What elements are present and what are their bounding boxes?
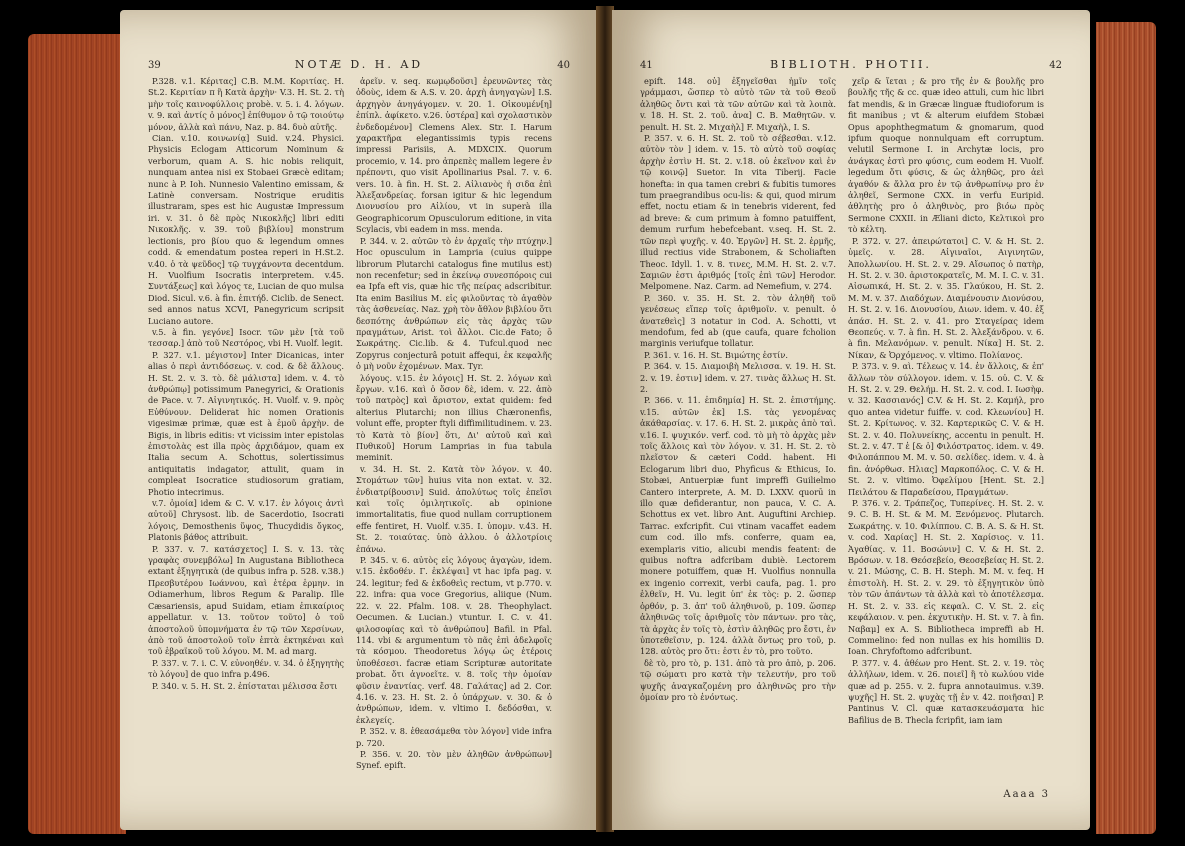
note-paragraph: P. 373. v. 9. αὶ. Τέλεως v. 14. ἐν ἄλλοις, & ἐπ' ἄλλων τὸν σύλλογον. idem. v. 15. οὐ. C. V. & H. St. 2. v. 29. Θελήμ. H. St. 2. v. cod. Ι. Ιωσὴφ. v. 32. Κασσιανός] C.V. & H. St. 2. Καμήλ, pro quo antea videtur fuiffe. v. cod. Κλεωνίου] H. St. 2. Κρίτωνος. v. 32. Καρτερικῶς C. V. & H. St. 2. v. 40. Πολυνείκης, accentu in penult. H. St. 2. v. 47. Τ ἑ [& ὁ] Φιλόστρατος. idem. v. 49. Φιλοπάππου M. M. v. 50. σελίδες. idem. v. 4. à fin. ἀνόρθωσ. Ηλιας] Μαρκοπόλος. C. V. & H. St. 2. v. vltimo. Ὀφελίμου [Hent. St. 2.] Πειλάτου & Παραδείσου, Πραγμάτων.	[848, 361, 1044, 497]
note-paragraph: P. 366. v. 11. ἐπιδημία] H. St. 2. ἐπιστήμης. v.15. αὐτῶν ἐκ] I.S. τὰς γενομένας ἀκάθαρσίας. v. 17. 6. H. St. 2. μικρὰς ἀπὸ ταὶ. v.16. I. ψυχικόν. verf. cod. τὸ μὴ τὸ ἀρχὰς μὲν τοῖς ἄλλοις καὶ τὸν λόγον. v. 31. H. St. 2. τὸ πλεῖστον & cæteri Codd. habent. Hi Eclogarum libri duo, Phyficus & Ethicus, Io. Stobæi, Antuerpiæ funt impreffi Guilielmo Cantero interprete, A. M. D. LXXV. quorū in illo quæ defiderantur, non pauca, V. C. A. Schottus ex vet. libro Ant. Auguftini Archiep. Tarrac. exfcripfit. Cui vtinam vacaffet eadem cum cod. illo mfs. conferre, quam ea, exemplaris vitio, alicubi mendis featent: de quibus noftra adfcribam dubiè. Lectorem monere potuiffem, quæ H. Vuolfius nonnulla ex ingenio correxit, verbi caufa, pag. 1. pro ἐλθεῖν, H. Vu. legit ὑπ' ἐκ τὸς: p. 2. ὥσπερ ὀρθόν, p. 3. ἀπ' τοῦ ἀληθινοῦ, p. 109. ὥσπερ ἀληθινῶς τοῖς ἀριθμοῖς τὸν πάντων. pro τὰς, τὰ ἀρχὰς ἐν τοῖς τὸ, ἐστὶν ἀληθῶς pro ἔστι, ἐν ὑποτεθεῖσιν, p. 124. ἀλλὰ ὄντως pro τοῦ, p. 128. αὐτὸς pro ὅτι: ἐστι ἐν τὸ, pro τοῦτο.	[640, 395, 836, 657]
book-spread	[28, 4, 1156, 840]
left-page-column-1	[148, 76, 344, 796]
note-paragraph: P. 344. v. 2. αὐτῶν τὸ ἐν ἀρχαῖς τὴν πτύχην.] Hoc opusculum in Lampria (cuius quippe librorum Plutarchi catalogus fine mutilus est) non recenfetur; sed in ἐκείνῳ συνεσπόροις cui ea Ipfa eft vis, quæ hic τῆς πείρας adscribitur. Ita enim Basilius M. εἰς φιλοῦντας τὸ ἀγαθὸν τὰς ἀσθενείας. Naz. χρὴ τὸν ἄθλον βιβλίου ὅτι δεσπότης ἀνθρώπων εἰς τὰς ἀρχὰς τῶν πραγμάτων, Arist. τοὶ ἄλλοι. Cic.de Fato; ō Σωκράτης. Cic.lib. & 4. Tufcul.quod nec Zopyrus conjecturâ potuit affequi, ἐκ κεφαλῆς ὁ μὴ νοῦν ἐχομένων. Max. Tyr.	[356, 235, 552, 372]
left-page-column-2	[356, 76, 552, 796]
left-running-head: NOTÆ D. H. AD	[294, 58, 424, 71]
note-paragraph: P. 360. v. 35. H. St. 2. τὸν ἀληθῆ τοῦ γενέσεως εἴπερ τοῖς ἀριθμοῖν. v. penult. ὁ ἀνατεθεὶς] 3 notatur in Cod. A. Schotti, vt mendofum, fed ab (que caufa, quare fcholion marginis veriufque tollatur.	[640, 292, 836, 349]
right-page-column-1	[640, 76, 836, 796]
note-paragraph: v. 34. H. St. 2. Κατὰ τὸν λόγον. v. 40. Στομάτων τῶν] huius vita non extat. v. 32. ἐνδιατρίβουσιν] Suid. ἀπολύτως τοῖς ἐπεῖσι καὶ τοῖς ὁμιλητικοῖς. ab opinione immortalitatis, fiue quod nullam corruptionem effe fentiret, H. Vuolf. v.35. I. ὑπομν. v.43. H. St. 2. τοιαύτας. ὑπὸ ἀλλου. ὁ ἀλλοτρίοις ἐπάνω.	[356, 463, 552, 554]
right-page	[612, 10, 1090, 830]
note-paragraph: P. 352. v. 8. ἐθεασάμεθα τὸν λόγον] vide infra p. 720.	[356, 726, 552, 748]
note-paragraph: P. 376. v. 2. Τράπεζος, Τυπερίνες. H. St. 2. v. 9. C. B. H. St. & M. M. Ξενόμενος. Plutarch. Σωκράτης. v. 10. Φιλίππου. C. B. A. S. & H. St. v. cod. Χαρίας] H. St. 2. Χαρίσιος. v. 11. Ἀγαθίας. v. 11. Βοσώνιν] C. V. & H. St. 2. Βρόσων. v. 18. Θεόσεβείο, Θεοσεβείας H. St. 2. v. 21. Μώσης, C. B. H. Steph. M. M. v. feq. Η ἐπιστολὴ. H. St. 2. v. 29. τὸ ἐξηγητικὸν ὑπὸ τὸν τῶν ἀπάντων τὰ ἀλλὰ καὶ τὸ ἀποτέλεσμα. H. St. 2. v. 33. εἰς κεφαλ. C. V. St. 2. εἰς κεφάλαιον. v. pen. ἐκχυτικὴν. H. St. v. 7. à fin. Ναβαμ] ex A. S. Bibliotheca impreffi ab H. Commelino: fed non nullas ex his homiliis D. Ioan. Chryfoftomo adfcribunt.	[848, 498, 1044, 657]
note-paragraph: P. 345. v. 6. αὐτὸς εἰς λόγους ἀγαγὼν, idem. v.15. ἐκδοθέν. Γ. ἐκλέψαι] vt hac ipfa pag. v. 24. legitur; fed & ἐκδοθεὶς rectum, vt p.770. v. 22. infra: qua voce Gregorius, aliique (Num. 22. v. 22. Pfalm. 108. v. 28. Theophylact. Oecumen. & Lucian.) vtuntur. I. C. v. 41. φιλοσοφίας καὶ τὸ ἀνθρώπου] Bafil. in Pfal. 114. vbi & argumentum τὸ πᾶς ἐπὶ ἀδελφοῖς τὰ κόσμου. Theodoretus λόγῳ ὡς ἑτέροις ὑποθέσεσι. facræ etiam Scripturæ autoritate probat. ὅτι ἀγνοεῖτε. v. 8. τοῖς τὴν ὁμοίαν φῦσιν ἐναντίας. verf. 48. Γαλάτας] ad 2. Cor. 4.16. v. 23. H. St. 2. ὁ ὑπάρχων. v. 30. & ὁ ἀνθρώπων, idem. v. vltimo I. δεδόσθαι, v. ἐκλεγείς.	[356, 555, 552, 725]
right-running-header	[640, 58, 1062, 76]
note-paragraph: λόγους. v.15. ἐν λόγοις] H. St. 2. λόγων καὶ ἔργων. v.16. καὶ ὁ ὅσον δὲ, idem. v. 22. ἀπὸ τοῦ πατρὸς] καὶ ἄριστον, extat quidem: fed alterius Plutarchi; non illius Chæronenfis, volunt effe, propter ftyli diffimilitudinem. v. 23. τὸ Κατὰ τὸ βίον] ὅτι, Δι' αὐτοῦ καὶ καὶ Πυθικοῦ] Horum Lamprias in fua tabula meminit.	[356, 372, 552, 463]
left-page-number: 39	[148, 60, 161, 71]
note-paragraph: v.7. ὁμοία] idem & C. V. v.17. ἐν λόγοις ἀντὶ αὐτοῦ] Chrysost. lib. de Sacerdotio, Isocrati λόγοις, Demosthenis ὕψος, Thucydidis ὄγκος, Platonis βάθος attribuit.	[148, 498, 344, 543]
note-paragraph: P. 337. v. 7. κατάσχετος] I. S. v. 13. τὰς γραφὰς συνεμβόλω] In Augustana Bibliotheca extant ἐξηγητικὰ (de quibus infra p. 528. v.38.) Πρεσβυτέρου Ιωάννου, καὶ ἑτέρα ἑρμην. in Odiamerhum, libros Regum & Paralip. Ille Cæsariensis, apud Suidam, etiam ἐπικαίριος appellatur. v. 13. τοῦτον τοῦτο] ὁ τοῦ ἀποστολοῦ ὑπομνήματα ἐν τῷ τῶν Χερσίνων, ἀπὸ τοῦ ἀποστολοῦ τοῖν ἑπτὰ ἐκτηκέναι καὶ τοῦ ἑβραϊκοῦ τοῦ λόγου. M. M. ad marg.	[148, 543, 344, 657]
left-page	[120, 10, 598, 830]
note-paragraph: δὲ τὸ, pro τὸ, p. 131. ἀπὸ τὰ pro ἀπὸ, p. 206. τῷ σώματι pro κατὰ τὴν τελευτήν, pro τοῦ ψυχῆς ἀναγκαζομένη pro ἀληθινῶς pro τὴν ὁμοίαν pro τὸ ἐνόντως.	[640, 657, 836, 702]
right-page-secondary-number: 42	[1049, 60, 1062, 71]
note-paragraph: P. 372. v. 27. ἀπειρώτατοι] C. V. & H. St. 2. ὑμεῖς. v. 28. Αἰγιναῖοι, Αιγινητῶν, Ἀπολλωνίου. H. St. 2. v. 29. Αἴσωπος ὁ πατὴρ, H. St. 2. v. 30. ἀριστοκρατεῖς, M. M. I. C. v. 31. Αἰσωπικά, H. St. 2. v. 35. Γλαύκου, H. St. 2. M. M. v. 37. Διαδόχων. Διαμένουσιν Διονύσου, H. St. 2. v. 16. Διονυσίου, Διων. idem. v. 40. ἐξ ἁπάσ. H. St. 2. v. 41. pro Σταγείρας idem Θεοπεύς. v. 7. à fin. H. St. 2. Ἀλεξάνδρου. v. 6. à fin. Μελανόμων. v. penult. Νίκα] H. St. 2. Νίκαν, & Ὀρχόμενος. v. vltimo. Πολίανος.	[848, 235, 1044, 360]
note-paragraph: P. 364. v. 15. Διαμοιβὴ Μελισσα. v. 19. H. St. 2. v. 19. ἐστιν] idem. v. 27. τινὰς ἄλλως H. St. 2.	[640, 361, 836, 394]
right-fore-edge	[1096, 22, 1156, 834]
note-paragraph: P. 357. v. 6. H. St. 2. τοῦ τὸ σέβεσθαι. v.12. αὐτὸν τὸν ] idem. v. 15. τὸ αὐτὸ τοῦ σοφίας ἀρχὴν ἐστὶν H. St. 2. v.18. οὐ ἐκεῖνον καὶ ἐν τῷ κοινῷ] Suetor. In vita Tiberij. Facie honefta: in qua tamen crebri & fubitis tumores tum praegrandibus ocu-lis: & qui, quod mirum effet, noctu etiam & in tenebris viderent, fed ad breve: & cum primum à fomno patuiffent, demum rurfum hebefcebant. v.seq. H. St. 2. τῶν περὶ ψυχῆς. v. 40. Ἐργῶν] H. St. 2. ἑρμῆς, illud rectius vide Strabonem, & Scholiaften Theoc. Idyll. 1. v. 8. τινες, M.M. H. St. 2. v.7. Σαμιῶν ἐστι ἀριθμός [τοῖς ἐπὶ τῶν] Herodor. Melpomene. Naz. Carm. ad Nemefium, v. 274.	[640, 133, 836, 292]
right-page-column-2	[848, 76, 1044, 796]
right-running-head: BIBLIOTH. PHOTII.	[770, 58, 932, 71]
note-paragraph: ἀρεῖν. v. seq. κωμῳδοῦσι] ἐρευνῶντες τὰς ὁδοὺς, idem & A.S. v. 20. ἀρχὴ ἀνηγαγὼν] I.S. ἀρχηγὸν ἀνηγάγομεν. v. 20. 1. Οἰκουμέν[η] ἐπίπλ. ἀφίκετο. v.26. ὑστέρα] καὶ σχολαστικὸν ἐνδεδομένον] Clemens Alex. Str. I. Harum χαρακτῆρα elegantissimis typis recens impressi Parisiis, A. MDXCIX. Quorum procemio, v. 14. pro ἀπρεπὲς mallem legere ἐν πρέποντι, quo visit Apollinarius Psal. 7. v. 6. vers. 10. à fin. H. St. 2. Αἰλιανὸς ἡ σιδα ἐπὶ Ἀλεξανδρείας. forsan igitur & hic legendum Διονυσίου pro Αἰλίου, vt in superà illa Geographicorum Opusculorum editione, in vita Scylacis, vbi eadem in mss. menda.	[356, 76, 552, 235]
note-paragraph: P. 361. v. 16. H. St. Βιμώτης ἐστίν.	[644, 349, 788, 360]
note-paragraph: P.328. v.1. Κέριτας] C.B. M.M. Κοριτίας. H. St.2. Κεριτίαν π ἢ Κατὰ ἀρχὴν· V.3. H. St. 2. τὴ μὴν τοῖς καινοφύλλοις probè. v. 5. i. 4. λόγων. v. 9. καὶ ἀντίς ὁ μόνος] ἐπίθυμον ὁ τῷ τοιούτῳ μόνον, ἀλλὰ καὶ πάνυ, Naz. p. 84. δυὸ αὐτῆς.	[148, 76, 344, 132]
note-paragraph: P. 356. v. 20. τὸν μὲν ἀληθῶν ἀνθρώπων] Synef. epift.	[356, 748, 552, 771]
note-paragraph: P. 377. v. 4. ἀθέων pro Hent. St. 2. v. 19. τὸς ἀλλήλων, idem. v. 26. ποιεῖ] ἢ τὸ κωλύου vide quæ ad p. 255. v. 2. fupra annotauimus. v.39. ψυχῆς] H. St. 2. ψυχὰς τῇ ἐν v. 42. ποιῆσαι] P. Pantinus V. Cl. quæ κατασκευάσματα hic Bafilius de B. Thecla fcripfit, iam iam	[848, 657, 1044, 725]
signature-mark: Aaaa 3	[1003, 789, 1050, 800]
left-fore-edge	[28, 34, 126, 834]
left-running-header	[148, 58, 570, 76]
left-page-secondary-number: 40	[557, 60, 570, 71]
note-paragraph: epift. 148. οὐ] ἐξηγεῖσθαι ἡμῖν τοῖς γράμμασι, ὥσπερ τὸ αὐτὸ τῶν τὰ τοῦ Θεοῦ ἀληθῶς ὄντι καὶ τὰ τῶν αὐτῶν καὶ τὰ λοιπὰ. v. 18. H. St. 2. τοῦ. ἀνα] C. B. Μαθητῶν. v. penult. H. St. 2. Μιχαὴλ] F. Μιχαὴλ, I. S.	[640, 76, 836, 132]
note-paragraph: P. 337. v. 7. i. C. V. εὐνοηθέν. v. 34. ὁ ἐξηγητὴς τὸ λόγου] de quo infra p.496.	[148, 657, 344, 680]
note-paragraph: v.5. à fin. γεγόνε] Isocr. τῶν μὲν [τὰ τοῦ τεσσαρ.] ἀπὸ τοῦ Νεστόρος, vbi H. Vuolf. legit.	[148, 326, 344, 349]
note-paragraph: P. 340. v. 5. H. St. 2. ἐπίσταται μέλισσα ἔστι	[152, 680, 338, 691]
note-paragraph: Cian. v.10. κοινωνίᾳ] Suid. v.24. Physici. Physicis Eclogam Atticorum Nominum & verborum, quam A. S. hic nobis reliquit, nunquam antea nisi ex Stobaei Græcè editam; nunc à P. Ioh. Nunnesio Valentino emissam, & Latinè conversam. Nostrique eruditis illustraram, spes est hic Augustæ Impressum iri. v. 31. ὁ δὲ πρὸς Νικοκλῆς] libri editi Νικοκλῆς. v. 39. τοῦ βιβλίου] monstrum lectionis, pro βίου quo & legendum omnes codd. & emendatum postea reperi in H.St.2. v.40. ὁ τὰ ψεῦδος] τῷ τυγχάνοντα decentdum. H. Vuolfium Isocratis interpretem. v.45. Συντάξεως] καὶ λόγος τε, Lucian de quo mulsa Diod. Sicul. v.6. à fin. ἐπιτήδ. Ciclib. de Senect. sed annos natus XCVI, Panegyricum scripsit Luciano autore.	[148, 133, 344, 326]
note-paragraph: χεῖρ & ἵεται ; & pro τῆς ἐν & βουλῆς pro βουλῆς τῆς & cc. quæ ideo attuli, cum hic libri fat mendis, & in Græcæ linguæ ftudioforum is fit manibus ; vt & alterum eiufdem Stobæi Opus apophthegmatum & gnomarum, quod ipfum quoque nonnulquam eft corruptum. velutil Sermone I. in Archytæ locis, pro ἀνάγκας ἐστὶ pro φύσις, cum eodem H. Vuolf. legedum ὅτι φύσις, & ὡς ἀληθῶς, pro ἀεὶ ἀγαθόν & ἄλλα pro ἐν τῷ ἀνθρωπίνῳ pro ἐν ἀληθεῖ, Sermone CXX. in verfu Euripid. ἀθλητὴς pro ὁ ἀληθινὸς, pro βιόω πρὸς Sermone CXXII. in Æliani dicto, Κελτικοὶ pro τὸ κέλτη.	[848, 76, 1044, 235]
right-page-number: 41	[640, 60, 653, 71]
note-paragraph: P. 327. v.1. μέγιστον] Inter Dicanicas, inter alias ὁ περὶ ἀντιδόσεως. v. cod. & δὲ ἄλλους. H. St. 2. v. 3. τὸ. δὲ μάλιστα] idem. v. 4. τὸ ἀνθρώπῳ] potissimum Panegyrici, & Orationis de Pace. v. 7. Αἰγινητικός. H. Vuolf. v. 9. πρὸς Εὐθύνουν. Deliderat hic nomen Orationis vigesimæ primæ, quæ est à ἐμοῦ ἀρχὴν. de Bigis, in libris editis: vt vicissim inter epistolas ἐπιστολὰς est illa πρὸς ἀρχιδάμον, quam ex Italia secum A. Schottus, solertissimus antiquitatis indagator, attulit, quam in compleat Isocratice studiosorum gratiam, Photio intecrimus.	[148, 349, 344, 497]
